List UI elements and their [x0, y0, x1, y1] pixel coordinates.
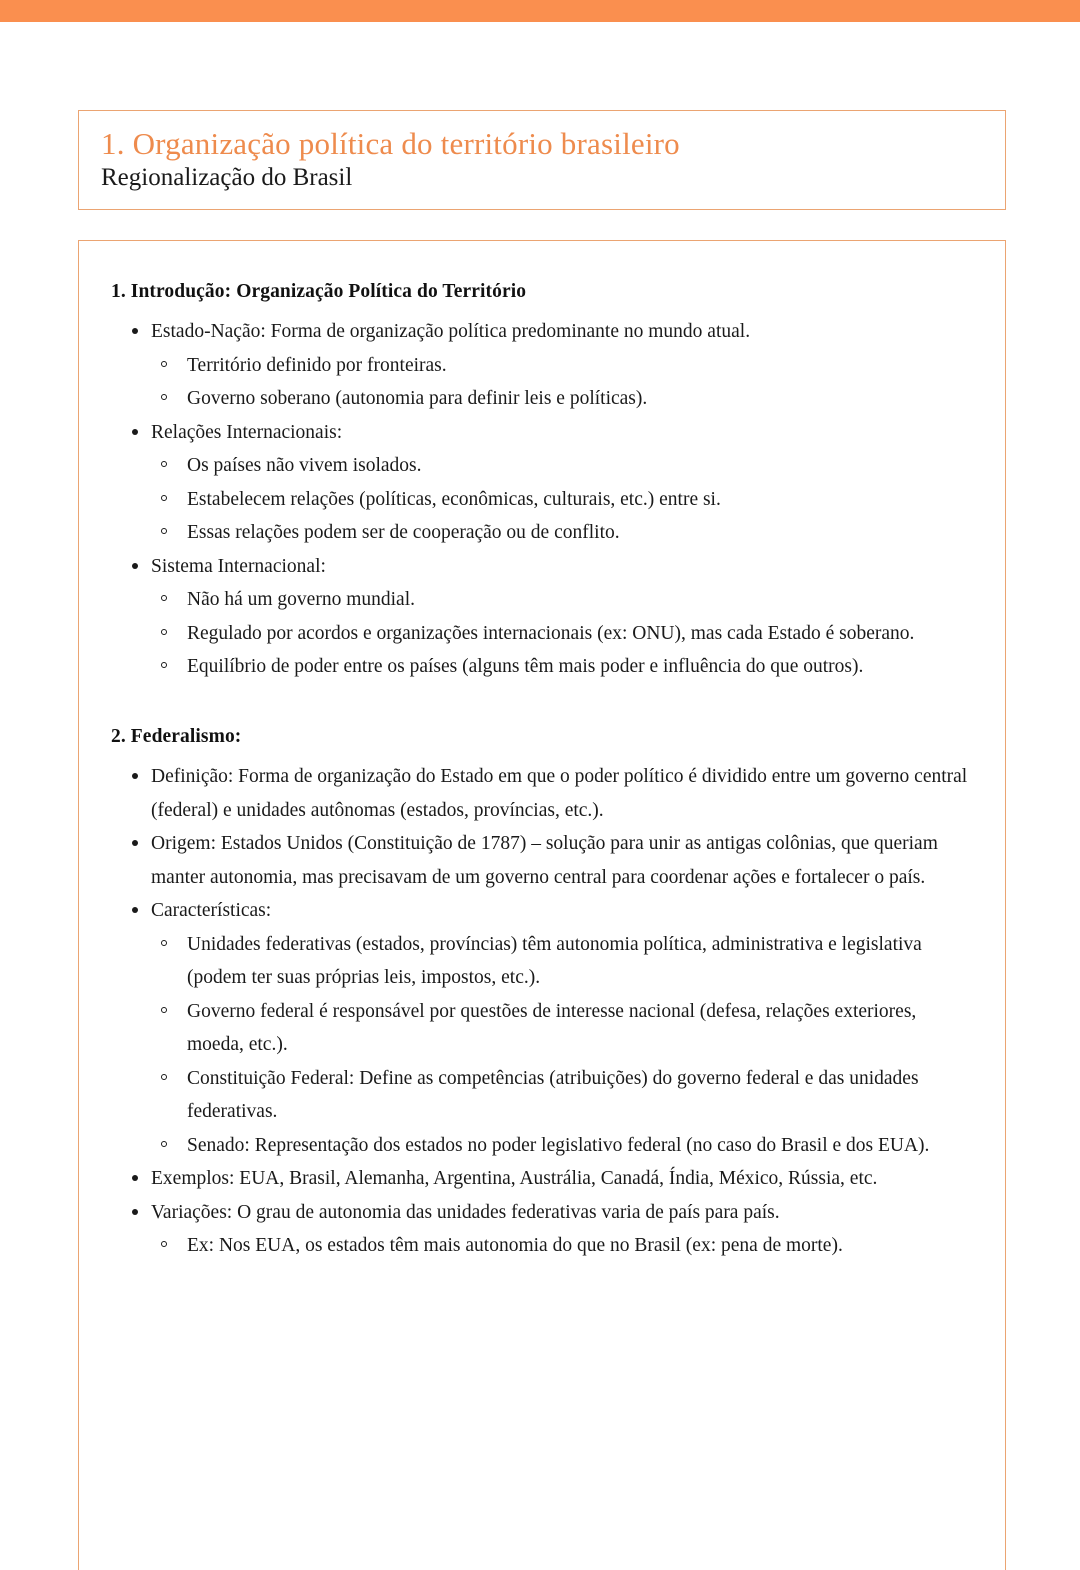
- document-header-box: [78, 110, 1006, 210]
- disc-bullet-icon: [132, 328, 138, 334]
- list-item-label: Governo federal é responsável por questões de interesse nacional (defesa, relações exteriores, moeda, etc.).: [187, 1000, 917, 1056]
- document-content-box: [78, 240, 1006, 1570]
- list-item: [151, 483, 973, 517]
- list-item: [111, 550, 973, 684]
- sub-bullet-list: [151, 928, 973, 1163]
- section-federalismo: [111, 724, 973, 1263]
- circle-bullet-icon: [161, 1241, 167, 1247]
- list-item-label: Senado: Representação dos estados no poder legislativo federal (no caso do Brasil e dos EUA).: [187, 1134, 930, 1156]
- list-item-label: Origem: Estados Unidos (Constituição de 1787) – solução para unir as antigas colônias, que queriam manter autonomia, mas precisavam de um governo central para coordenar ações e fortalecer o país.: [151, 833, 938, 888]
- bullet-list: [111, 315, 973, 684]
- list-item: [111, 894, 973, 1162]
- list-item-label: Unidades federativas (estados, províncias) têm autonomia política, administrativa e legislativa (podem ter suas próprias leis, impostos, etc.).: [187, 933, 922, 989]
- list-item-label: Equilíbrio de poder entre os países (alguns têm mais poder e influência do que outros).: [187, 656, 864, 678]
- circle-bullet-icon: [161, 361, 167, 367]
- circle-bullet-icon: [161, 495, 167, 501]
- disc-bullet-icon: [132, 773, 138, 779]
- list-item-label: Não há um governo mundial.: [187, 589, 415, 611]
- list-item: [151, 1062, 973, 1129]
- top-accent-bar: [0, 0, 1080, 22]
- list-item: [151, 516, 973, 550]
- document-page: [0, 22, 1080, 1528]
- circle-bullet-icon: [161, 461, 167, 467]
- section-heading: 2. Federalismo:: [111, 725, 242, 747]
- list-item-label: Território definido por fronteiras.: [187, 354, 447, 376]
- list-item: [151, 617, 973, 651]
- bullet-list: [111, 760, 973, 1263]
- list-item-label: Estado-Nação: Forma de organização política predominante no mundo atual.: [151, 321, 751, 343]
- circle-bullet-icon: [161, 1007, 167, 1013]
- sub-bullet-list: [151, 583, 973, 684]
- circle-bullet-icon: [161, 595, 167, 601]
- disc-bullet-icon: [132, 563, 138, 569]
- list-item: [111, 1162, 973, 1196]
- circle-bullet-icon: [161, 394, 167, 400]
- list-item-label: Os países não vivem isolados.: [187, 455, 422, 477]
- sub-bullet-list: [151, 349, 973, 416]
- list-item-label: Definição: Forma de organização do Estado em que o poder político é dividido entre um governo central (federal) e unidades autônomas (estados, províncias, etc.).: [151, 766, 968, 821]
- list-item-label: Ex: Nos EUA, os estados têm mais autonomia do que no Brasil (ex: pena de morte).: [187, 1235, 843, 1257]
- list-item-label: Constituição Federal: Define as competências (atribuições) do governo federal e das unidades federativas.: [187, 1067, 919, 1123]
- list-item: [151, 928, 973, 995]
- page-title: 1. Organização política do território brasileiro: [101, 126, 680, 161]
- list-item-label: Governo soberano (autonomia para definir leis e políticas).: [187, 388, 648, 410]
- circle-bullet-icon: [161, 629, 167, 635]
- circle-bullet-icon: [161, 1074, 167, 1080]
- sub-bullet-list: [151, 1229, 973, 1263]
- list-item: [151, 583, 973, 617]
- list-item: [151, 349, 973, 383]
- sub-bullet-list: [151, 449, 973, 550]
- disc-bullet-icon: [132, 907, 138, 913]
- list-item-label: Variações: O grau de autonomia das unidades federativas varia de país para país.: [151, 1201, 780, 1223]
- section-introducao: [111, 279, 973, 684]
- list-item-label: Exemplos: EUA, Brasil, Alemanha, Argentina, Austrália, Canadá, Índia, México, Rússia, etc.: [151, 1168, 878, 1190]
- list-item-label: Regulado por acordos e organizações internacionais (ex: ONU), mas cada Estado é soberano.: [187, 622, 915, 644]
- circle-bullet-icon: [161, 528, 167, 534]
- list-item: [151, 1229, 973, 1263]
- list-item: [111, 416, 973, 550]
- list-item: [111, 827, 973, 894]
- section-heading: 1. Introdução: Organização Política do Território: [111, 281, 527, 302]
- list-item: [111, 315, 973, 416]
- list-item-label: Sistema Internacional:: [151, 555, 326, 577]
- list-item: [151, 995, 973, 1062]
- list-item-label: Estabelecem relações (políticas, econômicas, culturais, etc.) entre si.: [187, 488, 721, 510]
- page-subtitle: Regionalização do Brasil: [101, 163, 353, 191]
- circle-bullet-icon: [161, 1141, 167, 1147]
- disc-bullet-icon: [132, 1175, 138, 1181]
- list-item: [111, 1196, 973, 1263]
- circle-bullet-icon: [161, 940, 167, 946]
- list-item: [151, 1129, 973, 1163]
- list-item-label: Essas relações podem ser de cooperação ou de conflito.: [187, 522, 620, 544]
- list-item: [151, 449, 973, 483]
- list-item-label: Características:: [151, 900, 272, 922]
- list-item: [151, 382, 973, 416]
- disc-bullet-icon: [132, 1209, 138, 1215]
- list-item: [111, 760, 973, 827]
- list-item-label: Relações Internacionais:: [151, 421, 343, 443]
- disc-bullet-icon: [132, 429, 138, 435]
- list-item: [151, 650, 973, 684]
- circle-bullet-icon: [161, 662, 167, 668]
- disc-bullet-icon: [132, 840, 138, 846]
